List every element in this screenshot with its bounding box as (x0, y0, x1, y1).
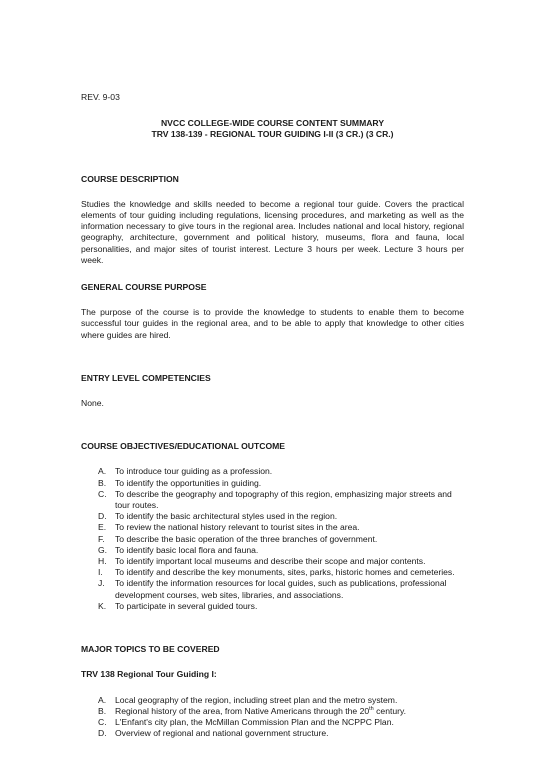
list-item (98, 601, 464, 612)
item-letter: J. (98, 578, 105, 589)
item-letter: A. (98, 466, 107, 477)
list-item (98, 545, 464, 556)
superscript: th (369, 705, 374, 712)
list-item (98, 706, 464, 717)
document-title: NVCC COLLEGE-WIDE COURSE CONTENT SUMMARY (160, 118, 385, 129)
objectives-list (81, 466, 464, 612)
major-topics-list (81, 695, 464, 740)
item-letter: C. (98, 488, 107, 499)
objectives-heading: COURSE OBJECTIVES/EDUCATIONAL OUTCOME (81, 441, 286, 452)
course-description-text: Studies the knowledge and skills needed to become a regional tour guide. Covers the practical elements of tour guiding including regulations, licensing procedures, and marketing as well as the information necessary to give tours in the regional area. Includes national and local history, regional geography, architecture, government and political history, museums, flora and fauna, local personalities, and major sites of tourist interest. Lecture 3 hours per week. Lecture 3 hours per week. (81, 198, 464, 265)
list-item (98, 728, 464, 739)
item-letter: C. (98, 716, 107, 727)
item-text: To participate in several guided tours. (115, 600, 258, 611)
item-letter: A. (98, 694, 107, 705)
item-text-part: Regional history of the area, from Native Americans through the 20 (115, 705, 370, 716)
item-letter: F. (98, 533, 105, 544)
item-letter: K. (98, 600, 107, 611)
item-text: To identify the information resources for local guides, such as publications, professional development courses, web sites, libraries, and associations. (115, 578, 447, 600)
item-text: To describe the basic operation of the three branches of government. (115, 533, 378, 544)
list-item (98, 511, 464, 522)
item-text: To identify basic local flora and fauna. (115, 544, 259, 555)
list-item (98, 556, 464, 567)
list-item (98, 717, 464, 728)
item-text: To describe the geography and topography of this region, emphasizing major streets and tour routes. (115, 488, 452, 511)
item-letter: D. (98, 511, 107, 522)
general-purpose-text: The purpose of the course is to provide the knowledge to students to enable them to become successful tour guides in the regional area, and to be able to apply that knowledge to other cities where guides are hired. (81, 307, 464, 340)
item-text: To review the national history relevant to tourist sites in the area. (115, 522, 360, 533)
list-item (98, 534, 464, 545)
item-text: To identify the opportunities in guiding. (115, 477, 262, 488)
list-item (98, 567, 464, 578)
item-letter: D. (98, 728, 107, 739)
item-text: To identify the basic architectural styles used in the region. (115, 511, 338, 522)
list-item (98, 478, 464, 489)
item-text-part: century. (373, 705, 407, 716)
item-letter: G. (98, 544, 108, 555)
list-item (98, 522, 464, 533)
list-item (98, 466, 464, 477)
list-item (98, 695, 464, 706)
item-text: Local geography of the region, including street plan and the metro system. (115, 694, 398, 705)
item-text (115, 706, 464, 717)
item-text: To identify important local museums and describe their scope and major contents. (115, 556, 426, 567)
item-text: Overview of regional and national government structure. (115, 728, 329, 739)
item-letter: E. (98, 522, 107, 533)
list-item (98, 489, 464, 511)
general-purpose-heading: GENERAL COURSE PURPOSE (81, 282, 207, 293)
item-text: To identify and describe the key monuments, sites, parks, historic homes and cemeteries. (115, 567, 455, 578)
revision-label: REV. 9-03 (81, 92, 120, 102)
major-topics-subheading: TRV 138 Regional Tour Guiding I: (81, 669, 217, 680)
item-letter: I. (98, 567, 103, 578)
course-description-heading: COURSE DESCRIPTION (81, 173, 179, 184)
item-letter: B. (98, 705, 107, 716)
major-topics-heading: MAJOR TOPICS TO BE COVERED (81, 644, 220, 655)
item-text: To introduce tour guiding as a profession. (115, 466, 273, 477)
item-letter: B. (98, 477, 107, 488)
entry-level-heading: ENTRY LEVEL COMPETENCIES (81, 372, 211, 383)
entry-level-text: None. (81, 398, 104, 409)
course-title: TRV 138-139 - REGIONAL TOUR GUIDING I-II (3 CR.) (3 CR.) (151, 129, 394, 140)
item-letter: H. (98, 556, 107, 567)
list-item (98, 578, 464, 600)
item-text: L'Enfant's city plan, the McMillan Commission Plan and the NCPPC Plan. (115, 716, 394, 727)
